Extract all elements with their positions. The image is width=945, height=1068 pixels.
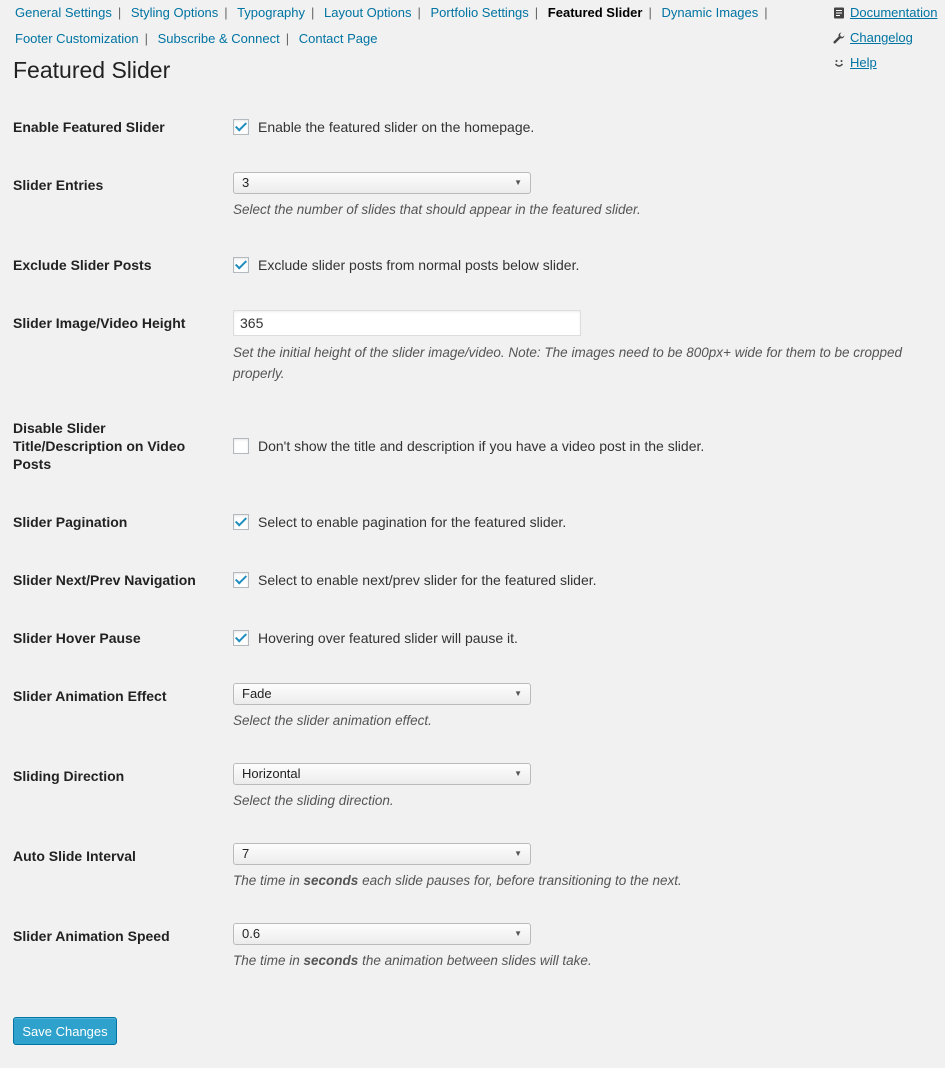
- select-value: 0.6: [242, 926, 261, 941]
- setting-label: Exclude Slider Posts: [13, 257, 152, 273]
- tab-separator: |: [285, 31, 290, 46]
- setting-label: Auto Slide Interval: [13, 848, 136, 864]
- tab-styling-options[interactable]: Styling Options: [130, 5, 219, 20]
- tab-typography[interactable]: Typography: [237, 5, 306, 20]
- setting-description: Select the slider animation effect.: [233, 713, 432, 728]
- disable-title-checkbox[interactable]: [233, 438, 249, 454]
- checkbox-label: Don't show the title and description if you have a video post in the slider.: [258, 438, 705, 454]
- chevron-down-icon: ▼: [514, 929, 522, 938]
- setting-description: [233, 950, 923, 971]
- tab-separator: |: [764, 5, 768, 20]
- desc-text: each slide pauses for, before transitioning to the next.: [358, 873, 682, 888]
- help-link[interactable]: Help: [850, 55, 877, 70]
- documentation-link-row: [832, 0, 937, 25]
- slider-entries-select[interactable]: [233, 172, 531, 194]
- tab-layout-options[interactable]: Layout Options: [324, 5, 412, 20]
- setting-description: Select the number of slides that should appear in the featured slider.: [233, 202, 641, 217]
- setting-label: Slider Animation Speed: [13, 928, 170, 944]
- setting-description: [233, 870, 923, 891]
- checkbox-label: Hovering over featured slider will pause it.: [258, 630, 518, 646]
- help-link-row: [832, 50, 937, 75]
- smiley-icon: [832, 56, 846, 70]
- select-value: Fade: [242, 686, 272, 701]
- save-changes-button[interactable]: Save Changes: [13, 1017, 117, 1045]
- setting-label: Sliding Direction: [13, 768, 125, 784]
- tab-portfolio-settings[interactable]: Portfolio Settings: [430, 5, 529, 20]
- select-value: Horizontal: [242, 766, 301, 781]
- pagination-checkbox[interactable]: [233, 514, 249, 530]
- chevron-down-icon: ▼: [514, 689, 522, 698]
- setting-description: Select the sliding direction.: [233, 793, 394, 808]
- chevron-down-icon: ▼: [514, 178, 522, 187]
- setting-label: Slider Entries: [13, 177, 104, 193]
- checkbox-label: Select to enable pagination for the featured slider.: [258, 514, 567, 530]
- document-icon: [832, 6, 846, 20]
- checkbox-label: Exclude slider posts from normal posts below slider.: [258, 257, 580, 273]
- tab-contact-page[interactable]: Contact Page: [298, 31, 378, 46]
- changelog-link-row: [832, 25, 937, 50]
- setting-label: Slider Pagination: [13, 514, 128, 530]
- desc-text: The time in: [233, 873, 304, 888]
- sliding-direction-select[interactable]: [233, 763, 531, 785]
- chevron-down-icon: ▼: [514, 769, 522, 778]
- next-prev-checkbox[interactable]: [233, 572, 249, 588]
- setting-label: Slider Animation Effect: [13, 688, 167, 704]
- tab-separator: |: [417, 5, 421, 20]
- page-title: Featured Slider: [13, 57, 171, 83]
- desc-bold: seconds: [303, 953, 359, 968]
- select-value: 7: [242, 846, 250, 861]
- setting-label: Slider Hover Pause: [13, 630, 141, 646]
- settings-tabs: [15, 0, 805, 52]
- select-value: 3: [242, 175, 250, 190]
- tab-subscribe-connect[interactable]: Subscribe & Connect: [157, 31, 280, 46]
- hover-pause-checkbox[interactable]: [233, 630, 249, 646]
- setting-label: Slider Image/Video Height: [13, 315, 186, 331]
- setting-description: Set the initial height of the slider image/video. Note: The images need to be 800px+ wide for them to be cropped properly.: [233, 345, 903, 381]
- tab-separator: |: [224, 5, 228, 20]
- tab-separator: |: [648, 5, 652, 20]
- tab-separator: |: [311, 5, 315, 20]
- animation-effect-select[interactable]: [233, 683, 531, 705]
- exclude-posts-checkbox[interactable]: [233, 257, 249, 273]
- desc-text: the animation between slides will take.: [358, 953, 592, 968]
- tab-separator: |: [534, 5, 539, 20]
- documentation-link[interactable]: Documentation: [850, 5, 938, 20]
- tab-footer-customization[interactable]: Footer Customization: [15, 31, 139, 46]
- tab-dynamic-images[interactable]: Dynamic Images: [661, 5, 759, 20]
- tab-separator: |: [144, 31, 148, 46]
- enable-slider-checkbox[interactable]: [233, 119, 249, 135]
- desc-bold: seconds: [303, 873, 359, 888]
- slider-height-input[interactable]: 365: [233, 310, 581, 336]
- tab-featured-slider[interactable]: Featured Slider: [547, 5, 643, 20]
- animation-speed-select[interactable]: [233, 923, 531, 945]
- setting-label: Disable Slider Title/Description on Video Posts: [13, 420, 186, 472]
- checkbox-label: Select to enable next/prev slider for the featured slider.: [258, 572, 597, 588]
- help-links: [832, 0, 937, 75]
- wrench-icon: [832, 31, 846, 45]
- desc-text: The time in: [233, 953, 304, 968]
- setting-label: Slider Next/Prev Navigation: [13, 572, 196, 588]
- tab-separator: |: [117, 5, 122, 20]
- tab-general-settings[interactable]: General Settings: [15, 5, 112, 20]
- setting-label: Enable Featured Slider: [13, 119, 165, 135]
- checkbox-label: Enable the featured slider on the homepage.: [258, 119, 535, 135]
- chevron-down-icon: ▼: [514, 849, 522, 858]
- changelog-link[interactable]: Changelog: [850, 30, 913, 45]
- auto-interval-select[interactable]: [233, 843, 531, 865]
